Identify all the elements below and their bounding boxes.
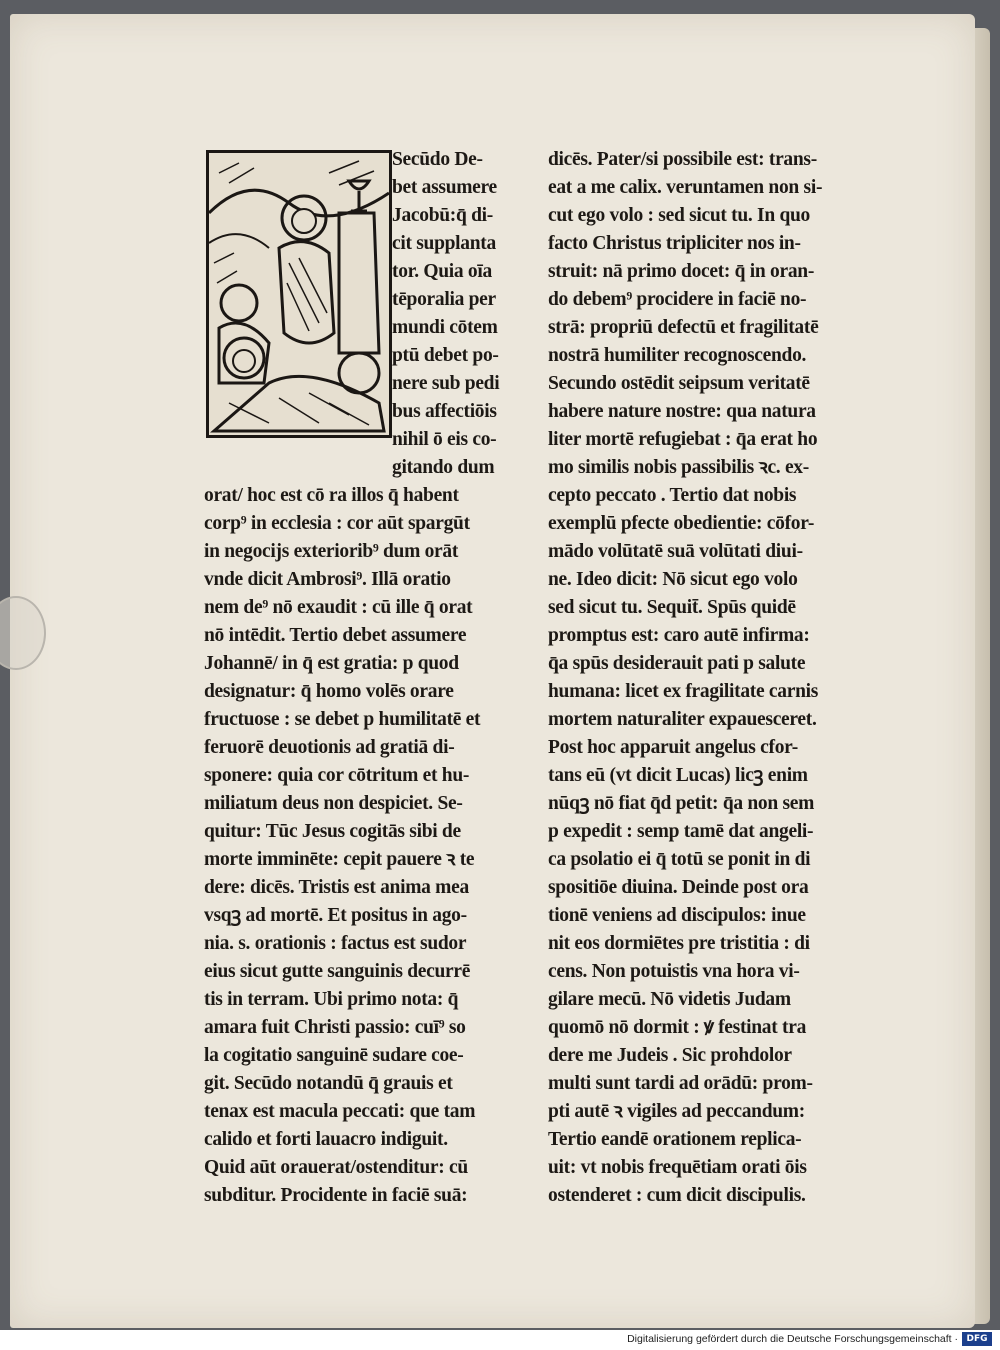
text-line: Secūdo De-: [392, 149, 483, 170]
text-line: amara fuit Christi passio: cuī⁹ so: [204, 1017, 466, 1038]
text-line: vsqꝫ ad mortē. Et positus in ago-: [204, 905, 467, 926]
text-line: tenax est macula peccati: que tam: [204, 1101, 476, 1122]
text-line: cepto peccato . Tertio dat nobis: [548, 485, 797, 506]
text-line: gilare mecū. Nō videtis Judam: [548, 989, 791, 1010]
text-line: cens. Non potuistis vna hora vi-: [548, 961, 800, 982]
text-line: calido et forti lauacro indiguit.: [204, 1129, 448, 1150]
text-line: mundi cōtem: [392, 317, 498, 338]
text-line: Quid aūt orauerat/ostenditur: cū: [204, 1157, 468, 1178]
text-line: tionē veniens ad discipulos: inue: [548, 905, 806, 926]
right-text-column: [548, 146, 878, 1210]
text-line: corp⁹ in ecclesia : cor aūt spargūt: [204, 513, 470, 534]
text-line: bet assumere: [392, 177, 497, 198]
text-line: ostenderet : cum dicit discipulis.: [548, 1185, 806, 1206]
text-line: p expedit : semp tamē dat angeli-: [548, 821, 814, 842]
text-line: promptus est: caro autē infirma:: [548, 625, 810, 646]
text-line: nostrā humiliter recognoscendo.: [548, 345, 807, 366]
text-line: Jacobū:q̄ di-: [392, 205, 493, 226]
text-line: Tertio eandē orationem replica-: [548, 1129, 802, 1150]
text-line: gitando dum: [392, 457, 495, 478]
text-line: ca psolatio ei q̄ totū se ponit in di: [548, 849, 811, 870]
text-line: do debem⁹ procidere in faciē no-: [548, 289, 807, 310]
text-line: mortem naturaliter expauesceret.: [548, 709, 817, 730]
text-line: nia. s. orationis : factus est sudor: [204, 933, 467, 954]
text-line: nō intēdit. Tertio debet assumere: [204, 625, 467, 646]
text-line: quitur: Tūc Jesus cogitās sibi de: [204, 821, 461, 842]
text-line: nit eos dormiētes pre tristitia : di: [548, 933, 810, 954]
text-line: tor. Quia oīa: [392, 261, 492, 282]
text-line: dere me Judeis . Sic prohdolor: [548, 1045, 792, 1066]
text-line: sed sicut tu. Sequit̄. Spūs quidē: [548, 597, 796, 618]
text-line: q̄a spūs desiderauit pati p salute: [548, 653, 806, 674]
funding-notice: Digitalisierung gefördert durch die Deutsche Forschungsgemeinschaft ·: [627, 1333, 958, 1345]
text-line: cit supplanta: [392, 233, 496, 254]
text-line: morte imminēte: cepit pauere ꝛ te: [204, 849, 475, 870]
text-line: feruorē deuotionis ad gratiā di-: [204, 737, 455, 758]
text-line: dicēs. Pater/si possibile est: trans-: [548, 149, 817, 170]
text-line: nem de⁹ nō exaudit : cū ille q̄ orat: [204, 597, 473, 618]
text-line: Secundo ostēdit seipsum veritatē: [548, 373, 810, 394]
text-line: nūqꝫ nō fiat q̄d petit: q̄a non sem: [548, 793, 815, 814]
text-line: humana: licet ex fragilitate carnis: [548, 681, 819, 702]
text-line: tēporalia per: [392, 289, 496, 310]
text-line: tans eū (vt dicit Lucas) licꝫ enim: [548, 765, 808, 786]
text-line: habere nature nostre: qua natura: [548, 401, 816, 422]
text-line: uit: vt nobis frequētiam orati ōis: [548, 1157, 807, 1178]
text-line: Post hoc apparuit angelus cfor-: [548, 737, 798, 758]
text-line: vnde dicit Ambrosi⁹. Illā oratio: [204, 569, 451, 590]
text-line: liter mortē refugiebat : q̄a erat ho: [548, 429, 818, 450]
text-line: mādo volūtatē suā volūtati diui-: [548, 541, 803, 562]
text-line: ne. Ideo dicit: Nō sicut ego volo: [548, 569, 798, 590]
text-line: cut ego volo : sed sicut tu. In quo: [548, 205, 810, 226]
text-line: mo similis nobis passibilis ꝛc. ex-: [548, 457, 809, 478]
text-line: orat/ hoc est cō ra illos q̄ habent: [204, 485, 459, 506]
dfg-logo: DFG: [962, 1332, 992, 1346]
text-line: eius sicut gutte sanguinis decurrē: [204, 961, 471, 982]
left-text-column: [204, 146, 534, 1210]
text-line: exemplū pfecte obedientie: cōfor-: [548, 513, 815, 534]
text-line: facto Christus tripliciter nos in-: [548, 233, 801, 254]
text-line: nere sub pedi: [392, 373, 500, 394]
text-line: multi sunt tardi ad orādū: prom-: [548, 1073, 813, 1094]
text-line: subditur. Procidente in faciē suā:: [204, 1185, 468, 1206]
text-line: git. Secūdo notandū q̄ grauis et: [204, 1073, 453, 1094]
text-line: ptū debet po-: [392, 345, 499, 366]
text-line: struit: nā primo docet: q̄ in oran-: [548, 261, 815, 282]
text-line: la cogitatio sanguinē sudare coe-: [204, 1045, 464, 1066]
text-line: miliatum deus non despiciet. Se-: [204, 793, 463, 814]
text-line: quomō nō dormit : ꝟ festinat tra: [548, 1017, 807, 1038]
text-line: pti autē ꝛ vigiles ad peccandum:: [548, 1101, 805, 1122]
text-line: designatur: q̄ homo volēs orare: [204, 681, 454, 702]
text-line: tis in terram. Ubi primo nota: q̄: [204, 989, 459, 1010]
text-line: eat a me calix. veruntamen non si-: [548, 177, 823, 198]
text-line: fructuose : se debet p humilitatē et: [204, 709, 481, 730]
text-line: sponere: quia cor cōtritum et hu-: [204, 765, 470, 786]
text-line: in negocijs exteriorib⁹ dum orāt: [204, 541, 459, 562]
text-line: strā: propriū defectū et fragilitatē: [548, 317, 819, 338]
text-line: nihil ō eis co-: [392, 429, 497, 450]
text-line: bus affectiōis: [392, 401, 497, 422]
text-line: spositiōe diuina. Deinde post ora: [548, 877, 809, 898]
text-line: dere: dicēs. Tristis est anima mea: [204, 877, 469, 898]
text-line: Johannē/ in q̄ est gratia: p quod: [204, 653, 459, 674]
